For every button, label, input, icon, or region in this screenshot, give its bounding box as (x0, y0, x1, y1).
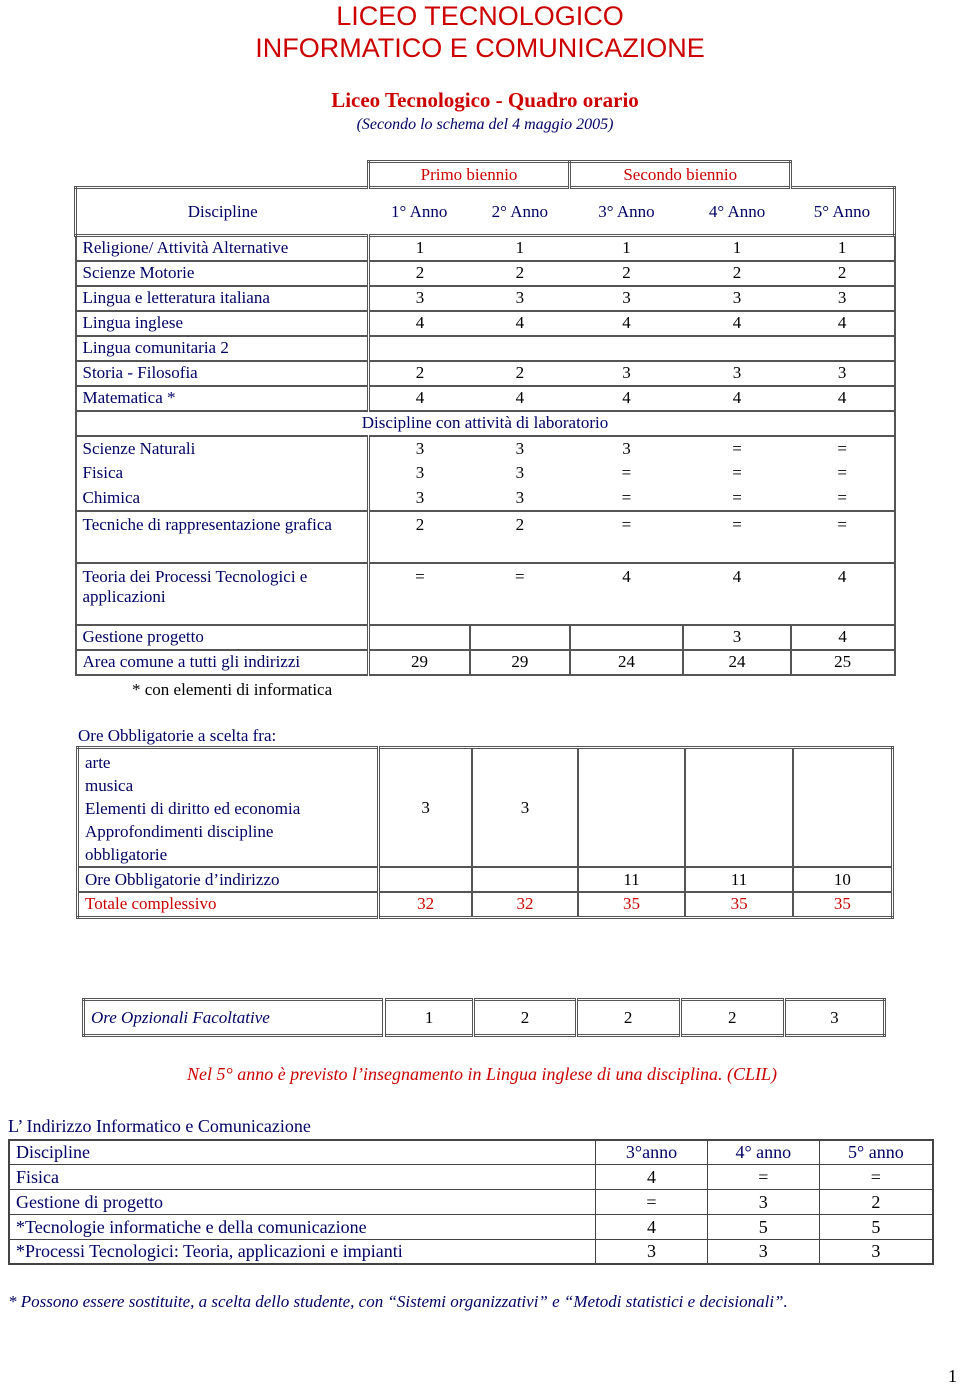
hour-cell: 4 (596, 1164, 708, 1189)
option-obbligatorie: obbligatorie (85, 845, 168, 864)
hour-cell: = (621, 463, 632, 482)
hour-cell: 3 (707, 1189, 819, 1214)
table-row (76, 286, 895, 311)
hour-cell: = (683, 511, 791, 563)
group-primo-biennio: Primo biennio (368, 162, 569, 188)
hour-cell: 24 (683, 650, 791, 675)
hour-cell: = (791, 486, 895, 511)
hour-cell: 2 (368, 511, 470, 563)
final-note: * Possono essere sostituite, a scelta dello studente, con “Sistemi organizzativi” e “Metodi statistici e decisionali”. (8, 1292, 788, 1311)
hour-cell: 2 (570, 261, 684, 286)
hour-cell (470, 625, 570, 650)
hour-cell: 4 (683, 386, 791, 411)
hour-cell: 32 (379, 892, 473, 917)
school-subtitle: INFORMATICO E COMUNICAZIONE (255, 33, 705, 63)
hour-cell (470, 336, 570, 361)
options-cell (685, 748, 793, 868)
hour-cell: 2 (470, 511, 570, 563)
hour-cell: 3 (368, 286, 470, 311)
table-row (78, 867, 893, 892)
discipline-name: *Processi Tecnologici: Teoria, applicazioni e impianti (9, 1239, 596, 1264)
hour-cell: 2 (368, 361, 470, 386)
hour-cell: 35 (793, 892, 893, 917)
school-title: LICEO TECNOLOGICO (336, 1, 624, 31)
table-row (76, 361, 895, 386)
hour-cell (368, 336, 470, 361)
table-row (9, 1239, 933, 1264)
hour-cell: 4 (368, 311, 470, 336)
discipline-name: Storia - Filosofia (76, 361, 369, 386)
options-cell: 3 (379, 748, 473, 868)
hour-cell: = (791, 511, 895, 563)
hour-cell: = (683, 486, 791, 511)
discipline-name: Fisica (76, 461, 369, 486)
hour-cell: 3 (819, 1239, 933, 1264)
hour-cell: = (732, 463, 742, 482)
discipline-name: Gestione di progetto (9, 1189, 596, 1214)
hour-cell: 4 (683, 563, 791, 625)
hour-cell: = (470, 563, 570, 625)
hour-cell (368, 625, 470, 650)
footnote-informatica: * con elementi di informatica (132, 680, 333, 699)
hour-cell: 2 (683, 261, 791, 286)
options-row (78, 748, 893, 868)
col-4anno: 4° anno (707, 1140, 819, 1164)
row-label: Totale complessivo (78, 892, 379, 917)
compulsory-choice-table (76, 746, 894, 919)
hour-cell: 4 (470, 311, 570, 336)
hour-cell: = (368, 563, 470, 625)
discipline-name: Chimica (76, 486, 369, 511)
hour-cell: 32 (472, 892, 578, 917)
hour-cell: 1 (368, 236, 470, 261)
indirizzo-header-row (9, 1140, 933, 1164)
hour-cell: = (570, 486, 684, 511)
hour-cell: 1 (570, 236, 684, 261)
hour-cell: 3 (470, 486, 570, 511)
discipline-name: Lingua e letteratura italiana (76, 286, 369, 311)
table-row (76, 511, 895, 563)
hour-cell: 4 (791, 563, 895, 625)
optional-hours-label: Ore Opzionali Facoltative (84, 1000, 384, 1036)
hour-cell (570, 625, 684, 650)
schema-note: (Secondo lo schema del 4 maggio 2005) (356, 116, 614, 133)
options-cell: 3 (472, 748, 578, 868)
col-3anno: 3°anno (596, 1140, 708, 1164)
hour-cell: 2 (791, 261, 895, 286)
option-arte: arte (85, 753, 111, 772)
hour-cell: 3 (622, 438, 631, 458)
hour-cell (472, 867, 578, 892)
hour-cell: 1 (683, 236, 791, 261)
table-row (76, 625, 895, 650)
hour-cell: 2 (819, 1189, 933, 1214)
hour-cell: 4 (791, 386, 895, 411)
hour-cell: 4 (570, 563, 684, 625)
hour-cell: = (791, 436, 895, 461)
table-row (78, 892, 893, 917)
hour-cell: 4 (791, 625, 895, 650)
table-row (76, 563, 895, 625)
hour-cell: 35 (578, 892, 686, 917)
hour-cell: 3 (368, 486, 470, 511)
hour-cell: 4 (368, 386, 470, 411)
hour-cell: 3 (368, 461, 470, 486)
hour-cell: 3 (791, 361, 895, 386)
discipline-name: Scienze Naturali (76, 436, 369, 461)
hour-cell: 29 (368, 650, 470, 675)
table-row (9, 1164, 933, 1189)
hour-cell: 4 (570, 386, 684, 411)
hour-cell: 3 (683, 361, 791, 386)
hour-cell: 4 (683, 311, 791, 336)
col-discipline: Discipline (187, 201, 258, 221)
hour-cell: 3 (683, 286, 791, 311)
options-cell (793, 748, 893, 868)
table-row (76, 436, 895, 461)
clil-note: Nel 5° anno è previsto l’insegnamento in Lingua inglese di una disciplina. (CLIL) (187, 1064, 777, 1084)
table-row (76, 261, 895, 286)
hour-cell (379, 867, 473, 892)
col-year5: 5° Anno (813, 201, 871, 221)
discipline-name: Scienze Motorie (76, 261, 369, 286)
column-header-row (76, 188, 895, 236)
hour-cell: 4 (470, 386, 570, 411)
options-cell (578, 748, 686, 868)
table-row (9, 1189, 933, 1214)
hour-cell: 24 (570, 650, 684, 675)
hour-cell: = (819, 1164, 933, 1189)
hour-cell: 3 (707, 1239, 819, 1264)
hour-cell: = (791, 461, 895, 486)
col-year4: 4° Anno (708, 201, 766, 221)
optional-heading: Ore Obbligatorie a scelta fra: (78, 726, 277, 745)
hour-cell: 3 (515, 438, 525, 458)
table-row (76, 311, 895, 336)
hour-cell: 3 (596, 1239, 708, 1264)
hour-cell: 1 (470, 236, 570, 261)
hour-cell: 4 (596, 1214, 708, 1239)
discipline-name: Lingua comunitaria 2 (76, 336, 369, 361)
hour-cell: 3 (683, 625, 791, 650)
discipline-name: *Tecnologie informatiche e della comunicazione (9, 1214, 596, 1239)
table-row (76, 650, 895, 675)
table-row (76, 336, 895, 361)
hour-cell: 4 (791, 311, 895, 336)
col-5anno: 5° anno (848, 1142, 904, 1163)
hour-cell: 4 (570, 311, 684, 336)
opt-val-5: 3 (830, 1007, 839, 1027)
opt-val-4: 2 (680, 1000, 784, 1036)
hour-cell: = (707, 1164, 819, 1189)
option-approfondimenti: Approfondimenti discipline (85, 822, 274, 841)
hour-cell: 3 (470, 286, 570, 311)
hour-cell: 5 (707, 1214, 819, 1239)
hour-cell: 3 (570, 286, 684, 311)
hour-cell: 3 (570, 361, 684, 386)
lab-header: Discipline con attività di laboratorio (76, 411, 895, 436)
table-row (76, 461, 895, 486)
optional-hours-row (84, 1000, 885, 1036)
hour-cell: 2 (470, 361, 570, 386)
hour-cell: 1 (791, 236, 895, 261)
table-row (76, 236, 895, 261)
col-year2: 2° Anno (491, 201, 549, 221)
indirizzo-table (8, 1139, 934, 1265)
hour-cell: 35 (685, 892, 793, 917)
hour-cell: 10 (793, 867, 893, 892)
option-diritto: Elementi di diritto ed economia (85, 799, 301, 818)
discipline-name: Gestione progetto (76, 625, 369, 650)
table-row (9, 1214, 933, 1239)
opt-val-1: 1 (384, 1000, 474, 1036)
opt-val-3: 2 (576, 1000, 680, 1036)
col-year3: 3° Anno (598, 201, 655, 221)
hour-cell: 11 (685, 867, 793, 892)
discipline-name: Area comune a tutti gli indirizzi (76, 650, 369, 675)
discipline-name: Tecniche di rappresentazione grafica (76, 511, 369, 563)
option-musica: musica (85, 776, 134, 795)
discipline-name: Fisica (9, 1164, 596, 1189)
main-schedule-table (74, 160, 896, 676)
hour-cell (570, 336, 684, 361)
lab-header-row (76, 411, 895, 436)
hour-cell: = (596, 1189, 708, 1214)
col-year1: 1° Anno (391, 201, 448, 221)
hour-cell: 3 (791, 286, 895, 311)
hour-cell (683, 336, 791, 361)
hour-cell: 5 (819, 1214, 933, 1239)
hour-cell: 29 (470, 650, 570, 675)
discipline-name: Lingua inglese (76, 311, 369, 336)
hour-cell: = (570, 511, 684, 563)
hour-cell: 2 (470, 261, 570, 286)
table-row (76, 386, 895, 411)
schedule-title: Liceo Tecnologico - Quadro orario (331, 88, 639, 112)
opt-val-2: 2 (474, 1000, 576, 1036)
hour-cell: 2 (368, 261, 470, 286)
hour-cell: 3 (515, 463, 525, 482)
hour-cell (791, 336, 895, 361)
hour-cell: 25 (791, 650, 895, 675)
discipline-name: Matematica * (76, 386, 369, 411)
group-secondo-biennio: Secondo biennio (570, 162, 791, 188)
hour-cell: 11 (578, 867, 686, 892)
hour-cell: 3 (368, 436, 470, 461)
page-number: 1 (948, 1366, 957, 1386)
table-row (76, 486, 895, 511)
group-header-row (76, 162, 895, 188)
row-label: Ore Obbligatorie d’indirizzo (78, 867, 379, 892)
discipline-name: Teoria dei Processi Tecnologici e applicazioni (76, 563, 369, 625)
discipline-name: Religione/ Attività Alternative (76, 236, 369, 261)
hour-cell: = (732, 438, 742, 458)
optional-hours-table (82, 998, 886, 1037)
col-discipline: Discipline (9, 1140, 596, 1164)
indirizzo-heading: L’ Indirizzo Informatico e Comunicazione (8, 1116, 311, 1136)
